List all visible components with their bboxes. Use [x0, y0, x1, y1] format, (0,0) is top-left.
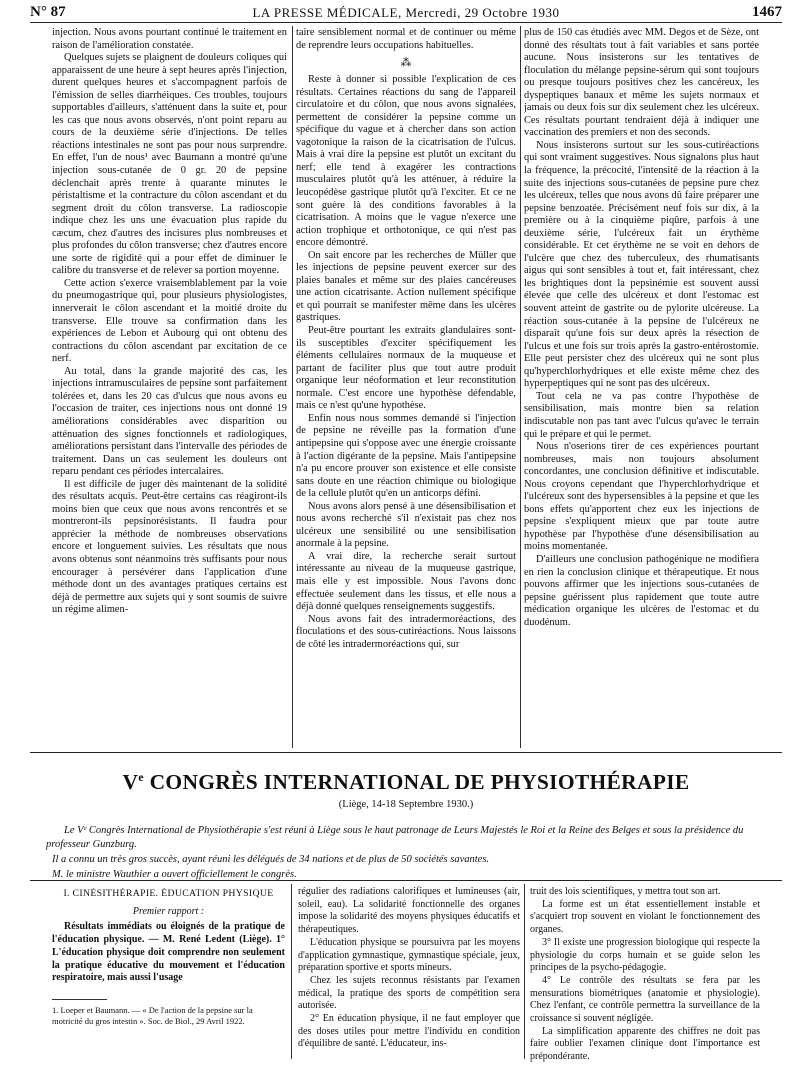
- paragraph: La simplification apparente des chiffres ne doit pas faire oublier l'examen clinique dont l'importance est prépondérante.: [530, 1025, 760, 1063]
- paragraph: Nous insisterons surtout sur les sous-cutiréactions qui sont vraiment suggestives. Nous signalons plus haut la fréquence, la précocité, l'intensité de la réaction à la suite des injections sous-cutanées de pepsine pure chez les ulcéreux, telles que nous avons dû faire préparer une pepsine benzoatée. Précisément neuf fois sur dix, à la première ou à la cinquième piqûre, parfois à une deuxième série, l'ulcéreux fait un érythème considérable. Et cet érythème ne se voit en dehors de l'ulcère que chez des tuberculeux, des rhumatisants aigus qui sont sensibles à tout et, fait intéressant, chez les brightiques dont la pepsinémie est souvent aussi élevée que celle des ulcéreux et dont l'estomac est souvent atteint de gastrite ou de pylorite ulcéreuse. La réaction sous-cutanée à la pepsine de l'ulcéreux ne disparaît qu'une fois sur deux après la résection de l'ulcus et une fois sur trois après la gastro-entérostomie. Elle peut persister chez des ulcéreux qui ne sont plus qu'hyperchlorhydriques et elle existe même chez des hyperpeptiques qui ne sont pas des ulcéreux.: [524, 139, 759, 390]
- paragraph: Nous avons alors pensé à une désensibilisation et nous avons recherché s'il n'existait pas chez nos ulcéreux une sensibilité ou une sensibilisation anormale à la pepsine.: [296, 500, 516, 550]
- paragraph: D'ailleurs une conclusion pathogénique ne modifiera en rien la conclusion clinique et thérapeutique. Et nous pouvons affirmer que les injections sous-cutanées de pepsine guérissent plus rapidement que toute autre médication organique les ulcères de l'estomac et du duodénum.: [524, 553, 759, 628]
- section-separator-stars: ⁂: [400, 57, 412, 70]
- paragraph: A vrai dire, la recherche serait surtout intéressante au niveau de la muqueuse gastrique, mais elle y est impossible. Nous l'avons donc effectuée seulement dans les tissus, et elle nous a déjà donné quelques renseignements suggestifs.: [296, 550, 516, 613]
- footnote: 1. Loeper et Baumann. — « De l'action de la pepsine sur la motricité du gros intestin ». Soc. de Biol., 29 Avril 1922.: [52, 1005, 253, 1026]
- report-column-2: [298, 886, 520, 1071]
- paragraph: injection. Nous avons pourtant continué le traitement en raison de l'amélioration constatée.: [52, 27, 287, 51]
- paragraph: Chez les sujets reconnus résistants par l'examen médical, la pratique des sports de compétition sera autorisée.: [298, 974, 520, 1012]
- column-divider: [291, 884, 292, 1059]
- footnote-rule: [52, 999, 107, 1000]
- paragraph: Résultats immédiats ou éloignés de la pratique de l'éducation physique. — M. René Ledent (Liège). 1° L'éducation physique doit comprendre non seulement la pratique éducative du mouvement et l'éducation respiratoire, mais aussi l'usage: [52, 921, 285, 984]
- column-divider: [292, 26, 293, 748]
- congress-subtitle: (Liège, 14-18 Septembre 1930.): [338, 799, 474, 810]
- intro-paragraph: Il a connu un très gros succès, ayant réuni les délégués de 34 nations et de plus de 50 sociétés savantes.: [52, 854, 490, 865]
- section-heading: I. CINÉSITHÉRAPIE. ÉDUCATION PHYSIQUE: [63, 888, 274, 899]
- paragraph: Au total, dans la grande majorité des cas, les injections intramusculaires de pepsine sont parfaitement tolérées et, dans les 20 cas d'ulcus que nous avons eu l'occasion de traiter, ces injections nous ont donné 19 améliorations considérables avec disparition ou atténuation des signes fonctionnels et radiologiques, améliorations persistant dans l'intervalle des périodes de traitement. Dans un cas seulement les douleurs ont reparu pendant ces périodes intercalaires.: [52, 365, 287, 478]
- paragraph: Tout cela ne va pas contre l'hypothèse de sensibilisation, mais montre bien sa relation indiscutable non pas tant avec l'ulcus qu'avec le terrain qui le prépare et qui le permet.: [524, 390, 759, 440]
- paragraph: Peut-être pourtant les extraits glandulaires sont-ils susceptibles d'exciter spécifiquement les éléments cellulaires normaux de la muqueuse et partant de faciliter plus que tout autre produit organique leur néoformation et leur reconstitution normale. C'est encore une hypothèse défendable, mais ce n'est qu'une hypothèse.: [296, 325, 516, 412]
- intro-paragraph: Le Vᵉ Congrès International de Physiothérapie s'est réuni à Liège sous le haut patronage de Leurs Majestés le Roi et la Reine des Belges et sous la présidence du professeur Gunzburg.: [46, 825, 744, 850]
- paragraph: Nous avons fait des intradermoréactions, des floculations et des sous-cutiréactions. Nous laissons de côté les intradermoréactions qui, sur: [296, 613, 516, 650]
- paragraph: Enfin nous nous sommes demandé si l'injection de pepsine ne réveille pas la formation d'une antipepsine qui s'oppose avec une énergie croissante à l'action digérante de la pepsine. Mais l'antipepsine n'a pu encore prouver son existence et elle consiste sans doute en une réaction chimique ou biologique de la cellule plutôt qu'en un anticorps défini.: [296, 412, 516, 500]
- congress-intro: [46, 824, 776, 883]
- paragraph: On sait encore par les recherches de Müller que les injections de pepsine peuvent exercer sur des plaies banales et même sur des plaies cancéreuses une action cicatrisante. Action nullement spécifique et qui pourrait se manifester même dans les ulcères gastriques.: [296, 249, 516, 324]
- paragraph: Quelques sujets se plaignent de douleurs coliques qui apparaissent de une heure à sept heures après l'injection, durent quelques heures et s'accompagnent parfois de l'émission de selles diarrhéiques. Ces troubles, toujours supportables d'ailleurs, s'atténuent dans la suite et, pour les cas que nous avons observés, n'ont point reparu au cours de la deuxième série d'injections. De telles réactions intestinales ne sont pas pour nous surprendre. En effet, l'un de nous¹ avec Baumann a montré qu'une injection sous-cutanée de 0 gr. 20 de pepsine déclenchait après trente à quarante minutes le péristaltisme et la contracture du côlon ascendant et du segment droit du côlon transverse. La radioscopie indique chez les uns une évacuation plus rapide du cæcum, chez d'autres des incisures plus nombreuses et plus profondes du côlon transverse; chez d'autres encore une sorte de rigidité qui a pour effet de diminuer le calibre du transverse et de relever sa portion moyenne.: [52, 52, 287, 277]
- paragraph: 2° En éducation physique, il ne faut employer que des doses utiles pour mettre l'individu en condition d'équilibre de santé. L'éducateur, ins-: [298, 1013, 520, 1050]
- title-rest: CONGRÈS INTERNATIONAL DE PHYSIOTHÉRAPIE: [143, 770, 690, 795]
- column-divider: [524, 884, 525, 1059]
- paragraph: plus de 150 cas étudiés avec MM. Degos et de Sèze, ont donné des résultats tout à fait variables et sans portée aucune. Nous insisterons sur les tentatives de floculation du mélange pepsine-sérum qui sont toujours ou presque toujours positives chez les cancéreux, les dyspeptiques banaux et même les sujets normaux et jamais ou deux fois sur dix seulement chez les ulcéreux. Ces résultats pourtant tendraient déjà à indiquer une vaccination des premiers et non des seconds.: [524, 27, 759, 139]
- paragraph: truit des lois scientifiques, y mettra tout son art.: [530, 886, 721, 897]
- journal-title: LA PRESSE MÉDICALE, Mercredi, 29 Octobre 1930: [252, 5, 560, 20]
- congress-title: [30, 770, 782, 795]
- paragraph: L'éducation physique se poursuivra par les moyens d'application gymnastique, gymnastique spéciale, jeux, préparation sportive et sports mineurs.: [298, 936, 520, 974]
- running-header: [30, 4, 782, 22]
- header-rule: [30, 22, 782, 23]
- paragraph: Nous n'oserions tirer de ces expériences pourtant nombreuses, mais non toujours absolument concordantes, une conclusion définitive et indiscutable. Nous croyons cependant que l'hyperchlorhydrique et l'ulcéreux sont des hypersensibles à la pepsine et que les bons effets qu'apportent chez eux les injections de pepsine s'expliquent mieux que par toute autre hypothèse par l'hypothèse d'une désensibilisation au moins momentanée.: [524, 441, 759, 553]
- intro-paragraph: M. le ministre Wauthier a ouvert officiellement le congrès.: [52, 869, 297, 880]
- title-prefix: V: [122, 770, 139, 795]
- report-column-3: [530, 886, 760, 1071]
- title-superscript: e: [138, 770, 144, 784]
- section-rule: [30, 752, 782, 753]
- article-column-3: [524, 27, 759, 747]
- section-rule: [30, 880, 782, 881]
- page-number: 1467: [752, 4, 782, 20]
- paragraph: Il est difficile de juger dès maintenant de la solidité des résultats acquis. Peut-être certains cas réagiront-ils moins bien que ceux que nous avons rencontrés et se montreront-ils pepsinorésistants. Il faudra pour apprécier la méthode de nombreuses observations encore et longuement suivies. Les résultats que nous avons obtenus sont néanmoins très suffisants pour nous encourager à persévérer dans l'application d'une méthode dont un des avantages pratiques certains est déjà de permettre aux sujets qui y sont soumis de suivre un régime alimen-: [52, 478, 287, 616]
- issue-number: N° 87: [30, 4, 66, 20]
- article-column-2: [296, 27, 516, 747]
- report-label: Premier rapport :: [132, 905, 205, 917]
- paragraph: taire sensiblement normal et de continuer ou même de reprendre leurs occupations habituelles.: [296, 27, 516, 51]
- paragraph: 4° Le contrôle des résultats se fera par les mensurations biométriques (anatomie et physiologie). Chez l'enfant, ce contrôle permettra la surveillance de la croissance si souvent négligée.: [530, 974, 760, 1025]
- report-column-1: [52, 888, 285, 998]
- paragraph: Reste à donner si possible l'explication de ces résultats. Certaines réactions du sang de l'appareil circulatoire et du côlon, que nous avons signalées, permettent de considérer la pepsine comme un spécifique du vague et à chercher dans son action vagotonique la raison de la cicatrisation de l'ulcus. Mais à vrai dire la pepsine est plutôt un excitant du nerf; elle tend à exagérer les contractions musculaires plutôt qu'à les atténuer, à réduire la leucopédèse gastrique plutôt qu'à l'exciter. Et ce ne sont guère là des conditions favorables à la cicatrisation. A moins que le vague n'exerce une action trophique et orthotonique, ce qui n'est pas encore démontré.: [296, 74, 516, 249]
- paragraph: La forme est un état essentiellement instable et s'acquiert trop souvent en violant le fonctionnement des organes.: [530, 898, 760, 936]
- column-divider: [520, 26, 521, 748]
- paragraph: 3° Il existe une progression biologique qui respecte la physiologie du corps humain et se guide selon les principes de la psycho-pédagogie.: [530, 936, 760, 974]
- paragraph: régulier des radiations calorifiques et lumineuses (air, soleil, eau). La solidarité fonctionnelle des organes impose la solidarité des moyens physiques éducatifs et thérapeutiques.: [298, 886, 520, 936]
- article-column-1: [52, 27, 287, 747]
- paragraph: Cette action s'exerce vraisemblablement par la voie du pneumogastrique qui, pour plusieurs physiologistes, innerverait le côlon ascendant et la moitié droite du transverse. Elle trouve sa confirmation dans les expériences de Lebon et Aubourg qui ont obtenu des contractions du côlon ascendant par excitation de ce nerf.: [52, 277, 287, 365]
